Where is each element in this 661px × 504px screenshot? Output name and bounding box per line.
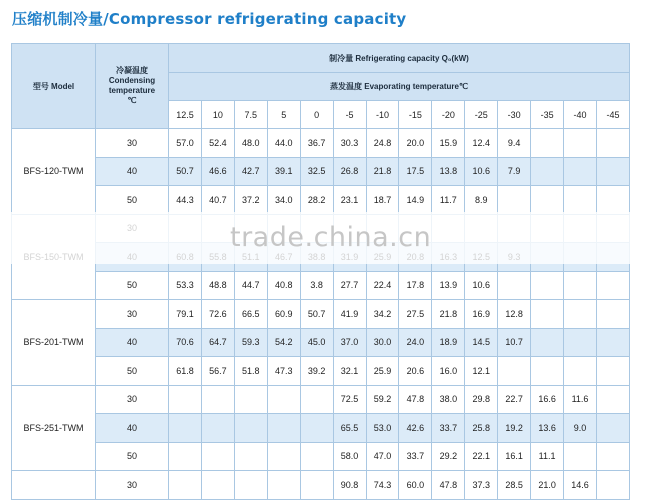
capacity-value-cell [596, 414, 629, 443]
capacity-value-cell: 16.9 [465, 300, 498, 329]
capacity-value-cell: 45.0 [300, 328, 333, 357]
capacity-value-cell [169, 414, 202, 443]
capacity-value-cell [234, 385, 267, 414]
capacity-value-cell: 9.4 [498, 129, 531, 158]
capacity-value-cell [531, 157, 564, 186]
capacity-value-cell: 48.0 [234, 129, 267, 158]
table-row [12, 328, 630, 357]
capacity-value-cell: 12.1 [465, 357, 498, 386]
capacity-value-cell [564, 271, 597, 300]
capacity-value-cell [564, 186, 597, 215]
capacity-value-cell: 72.6 [201, 300, 234, 329]
capacity-value-cell [564, 357, 597, 386]
capacity-value-cell: 47.8 [432, 471, 465, 500]
capacity-value-cell [531, 186, 564, 215]
capacity-value-cell: 50.7 [169, 157, 202, 186]
capacity-value-cell [300, 414, 333, 443]
capacity-value-cell: 36.7 [300, 129, 333, 158]
capacity-header: 制冷量 Refrigerating capacity Q₀(kW) [169, 44, 630, 73]
capacity-value-cell: 53.0 [366, 414, 399, 443]
capacity-value-cell: 10.7 [498, 328, 531, 357]
capacity-value-cell: 44.3 [169, 186, 202, 215]
capacity-value-cell [234, 414, 267, 443]
capacity-value-cell: 44.7 [234, 271, 267, 300]
condensing-header-en2: temperature [108, 86, 156, 95]
capacity-value-cell: 27.5 [399, 300, 432, 329]
evap-temp-cell: -45 [596, 101, 629, 129]
capacity-value-cell: 32.1 [333, 357, 366, 386]
capacity-value-cell: 41.9 [333, 300, 366, 329]
capacity-value-cell: 20.6 [399, 357, 432, 386]
table-row [12, 385, 630, 414]
capacity-value-cell: 33.7 [432, 414, 465, 443]
condensing-temp-cell: 50 [96, 357, 169, 386]
capacity-value-cell: 13.8 [432, 157, 465, 186]
capacity-value-cell: 22.4 [366, 271, 399, 300]
capacity-value-cell: 24.8 [366, 129, 399, 158]
capacity-value-cell [498, 271, 531, 300]
capacity-value-cell: 60.9 [267, 300, 300, 329]
capacity-value-cell: 22.1 [465, 442, 498, 471]
capacity-value-cell: 37.0 [333, 328, 366, 357]
capacity-value-cell [596, 186, 629, 215]
capacity-value-cell: 50.7 [300, 300, 333, 329]
capacity-value-cell: 90.8 [333, 471, 366, 500]
capacity-value-cell: 11.7 [432, 186, 465, 215]
capacity-value-cell: 61.8 [169, 357, 202, 386]
capacity-value-cell: 18.7 [366, 186, 399, 215]
capacity-value-cell [201, 414, 234, 443]
capacity-value-cell: 58.0 [333, 442, 366, 471]
capacity-value-cell [234, 442, 267, 471]
model-cell: BFS-120-TWM [12, 129, 96, 215]
capacity-value-cell [596, 129, 629, 158]
capacity-value-cell [596, 300, 629, 329]
evap-temp-cell: -20 [432, 101, 465, 129]
evap-temp-cell: 0 [300, 101, 333, 129]
capacity-value-cell: 29.8 [465, 385, 498, 414]
capacity-value-cell: 25.9 [366, 357, 399, 386]
capacity-value-cell [564, 157, 597, 186]
capacity-value-cell: 19.2 [498, 414, 531, 443]
capacity-value-cell: 10.6 [465, 157, 498, 186]
capacity-value-cell: 20.0 [399, 129, 432, 158]
capacity-value-cell: 79.1 [169, 300, 202, 329]
capacity-value-cell [531, 271, 564, 300]
capacity-value-cell: 42.7 [234, 157, 267, 186]
evap-temp-cell: -15 [399, 101, 432, 129]
table-row [12, 129, 630, 158]
capacity-value-cell: 47.3 [267, 357, 300, 386]
capacity-value-cell: 37.2 [234, 186, 267, 215]
evap-temp-cell: -10 [366, 101, 399, 129]
capacity-value-cell: 56.7 [201, 357, 234, 386]
table-body [12, 129, 630, 500]
capacity-value-cell [531, 328, 564, 357]
capacity-value-cell [531, 129, 564, 158]
capacity-value-cell: 14.9 [399, 186, 432, 215]
capacity-value-cell: 64.7 [201, 328, 234, 357]
capacity-value-cell: 72.5 [333, 385, 366, 414]
capacity-value-cell [564, 129, 597, 158]
capacity-value-cell: 12.8 [498, 300, 531, 329]
capacity-value-cell: 66.5 [234, 300, 267, 329]
capacity-value-cell: 3.8 [300, 271, 333, 300]
capacity-value-cell: 54.2 [267, 328, 300, 357]
capacity-value-cell: 74.3 [366, 471, 399, 500]
capacity-value-cell: 11.1 [531, 442, 564, 471]
capacity-table [11, 43, 630, 500]
capacity-value-cell: 9.0 [564, 414, 597, 443]
capacity-value-cell [564, 328, 597, 357]
capacity-value-cell: 70.6 [169, 328, 202, 357]
capacity-value-cell [201, 442, 234, 471]
capacity-value-cell: 11.6 [564, 385, 597, 414]
capacity-value-cell: 46.6 [201, 157, 234, 186]
capacity-value-cell [169, 471, 202, 500]
capacity-value-cell [201, 385, 234, 414]
capacity-value-cell: 21.0 [531, 471, 564, 500]
capacity-value-cell: 13.9 [432, 271, 465, 300]
capacity-value-cell: 17.8 [399, 271, 432, 300]
capacity-value-cell: 40.8 [267, 271, 300, 300]
capacity-value-cell: 39.2 [300, 357, 333, 386]
condensing-temp-cell: 30 [96, 385, 169, 414]
capacity-value-cell: 14.5 [465, 328, 498, 357]
capacity-value-cell: 51.8 [234, 357, 267, 386]
capacity-value-cell: 26.8 [333, 157, 366, 186]
evap-temp-cell: 10 [201, 101, 234, 129]
evap-temp-cell: -40 [564, 101, 597, 129]
condensing-temp-cell: 50 [96, 442, 169, 471]
capacity-value-cell: 23.1 [333, 186, 366, 215]
model-cell: BFS-251-TWM [12, 385, 96, 471]
page-title: 压缩机制冷量/Compressor refrigerating capacity [12, 10, 407, 28]
capacity-value-cell: 22.7 [498, 385, 531, 414]
capacity-value-cell: 57.0 [169, 129, 202, 158]
capacity-value-cell: 48.8 [201, 271, 234, 300]
model-cell [12, 471, 96, 500]
watermark-logo: trade.china.cn [230, 222, 432, 253]
capacity-value-cell: 39.1 [267, 157, 300, 186]
capacity-value-cell [596, 328, 629, 357]
capacity-value-cell: 59.3 [234, 328, 267, 357]
capacity-value-cell: 13.6 [531, 414, 564, 443]
evap-temp-cell: -30 [498, 101, 531, 129]
condensing-temp-cell: 30 [96, 300, 169, 329]
evap-temp-cell: 12.5 [169, 101, 202, 129]
condensing-header-en1: Condensing [108, 76, 156, 85]
evap-temp-cell: -35 [531, 101, 564, 129]
capacity-value-cell: 52.4 [201, 129, 234, 158]
capacity-value-cell: 42.6 [399, 414, 432, 443]
condensing-temp-cell: 50 [96, 271, 169, 300]
capacity-value-cell [201, 471, 234, 500]
table-row [12, 157, 630, 186]
capacity-value-cell: 28.5 [498, 471, 531, 500]
table-row [12, 471, 630, 500]
table-row [12, 357, 630, 386]
capacity-value-cell: 18.9 [432, 328, 465, 357]
capacity-value-cell: 16.6 [531, 385, 564, 414]
evap-temp-cell: 7.5 [234, 101, 267, 129]
capacity-value-cell: 28.2 [300, 186, 333, 215]
capacity-value-cell [564, 300, 597, 329]
condensing-header-zh: 冷凝温度 [116, 66, 148, 75]
condensing-temp-cell: 30 [96, 129, 169, 158]
table-row [12, 271, 630, 300]
capacity-value-cell [596, 271, 629, 300]
capacity-value-cell: 15.9 [432, 129, 465, 158]
table-row [12, 186, 630, 215]
condensing-temp-cell: 30 [96, 471, 169, 500]
evaporating-header: 蒸发温度 Evaporating temperature℃ [169, 73, 630, 101]
capacity-value-cell: 47.8 [399, 385, 432, 414]
model-header: 型号 Model [12, 44, 96, 129]
evap-temp-cell: -5 [333, 101, 366, 129]
capacity-value-cell [531, 300, 564, 329]
capacity-value-cell [564, 442, 597, 471]
condensing-header [96, 44, 169, 129]
capacity-value-cell: 65.5 [333, 414, 366, 443]
table-row [12, 442, 630, 471]
condensing-temp-cell: 40 [96, 328, 169, 357]
capacity-value-cell: 53.3 [169, 271, 202, 300]
capacity-value-cell: 24.0 [399, 328, 432, 357]
table-row [12, 414, 630, 443]
capacity-value-cell [300, 442, 333, 471]
capacity-value-cell [300, 471, 333, 500]
capacity-value-cell [267, 471, 300, 500]
capacity-value-cell [531, 357, 564, 386]
capacity-value-cell [596, 471, 629, 500]
capacity-value-cell: 59.2 [366, 385, 399, 414]
capacity-value-cell: 44.0 [267, 129, 300, 158]
capacity-value-cell: 29.2 [432, 442, 465, 471]
capacity-value-cell: 21.8 [432, 300, 465, 329]
capacity-value-cell [498, 186, 531, 215]
capacity-value-cell: 10.6 [465, 271, 498, 300]
capacity-value-cell: 12.4 [465, 129, 498, 158]
capacity-value-cell [596, 385, 629, 414]
capacity-value-cell [169, 442, 202, 471]
capacity-value-cell: 47.0 [366, 442, 399, 471]
capacity-value-cell: 33.7 [399, 442, 432, 471]
capacity-value-cell: 30.0 [366, 328, 399, 357]
condensing-temp-cell: 40 [96, 157, 169, 186]
capacity-value-cell: 34.0 [267, 186, 300, 215]
capacity-value-cell: 32.5 [300, 157, 333, 186]
capacity-value-cell [596, 157, 629, 186]
capacity-value-cell: 16.0 [432, 357, 465, 386]
capacity-value-cell: 60.0 [399, 471, 432, 500]
capacity-value-cell: 7.9 [498, 157, 531, 186]
table-row [12, 300, 630, 329]
capacity-value-cell: 8.9 [465, 186, 498, 215]
capacity-value-cell: 40.7 [201, 186, 234, 215]
capacity-value-cell [596, 442, 629, 471]
capacity-value-cell [267, 385, 300, 414]
capacity-value-cell [498, 357, 531, 386]
condensing-header-unit: ℃ [127, 96, 137, 105]
capacity-value-cell [596, 357, 629, 386]
capacity-value-cell [267, 414, 300, 443]
evap-temp-cell: 5 [267, 101, 300, 129]
capacity-value-cell: 14.6 [564, 471, 597, 500]
capacity-value-cell [169, 385, 202, 414]
capacity-value-cell: 17.5 [399, 157, 432, 186]
capacity-value-cell: 16.1 [498, 442, 531, 471]
condensing-temp-cell: 40 [96, 414, 169, 443]
capacity-value-cell [300, 385, 333, 414]
capacity-value-cell: 38.0 [432, 385, 465, 414]
capacity-value-cell: 37.3 [465, 471, 498, 500]
capacity-value-cell: 34.2 [366, 300, 399, 329]
capacity-value-cell: 27.7 [333, 271, 366, 300]
model-cell: BFS-201-TWM [12, 300, 96, 386]
capacity-value-cell: 30.3 [333, 129, 366, 158]
evap-temp-cell: -25 [465, 101, 498, 129]
condensing-temp-cell: 50 [96, 186, 169, 215]
capacity-value-cell: 21.8 [366, 157, 399, 186]
capacity-value-cell [234, 471, 267, 500]
capacity-value-cell [267, 442, 300, 471]
capacity-value-cell: 25.8 [465, 414, 498, 443]
